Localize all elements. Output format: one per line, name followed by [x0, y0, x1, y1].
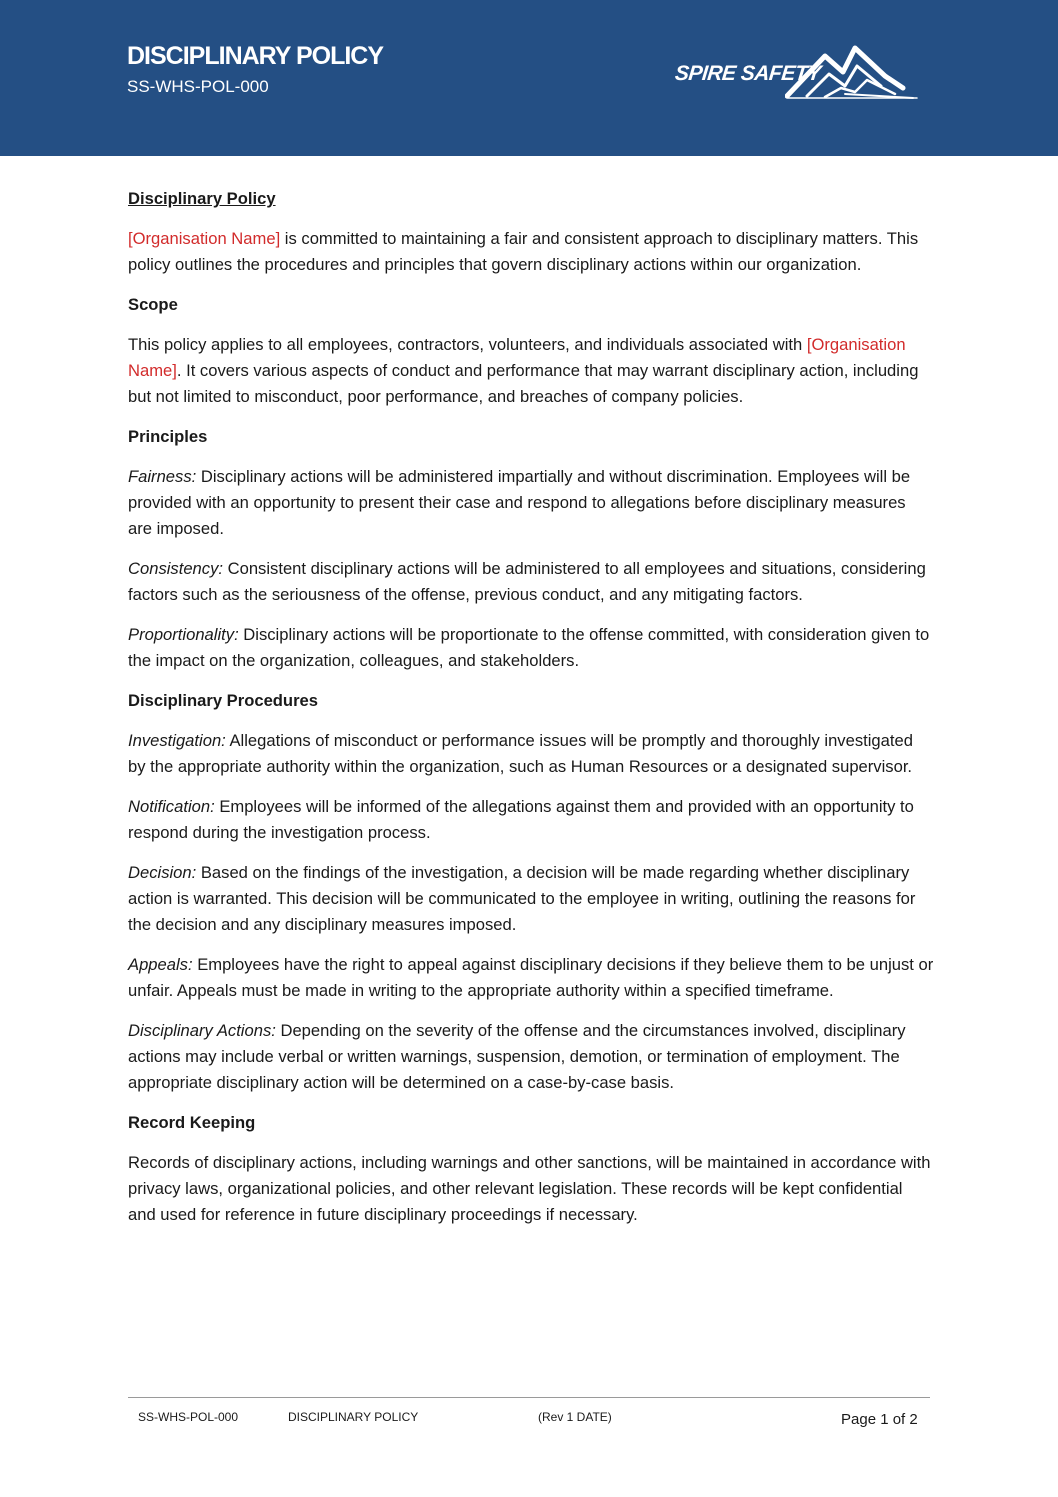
scope-text-after: . It covers various aspects of conduct and performance that may warrant disciplinary action, including but not limited to misconduct, poor performance, and breaches of company policies. [128, 361, 919, 406]
intro-paragraph [128, 226, 934, 278]
procedure-decision [128, 860, 934, 938]
procedure-term: Appeals: [128, 955, 193, 974]
footer-revision: (Rev 1 DATE) [538, 1410, 612, 1424]
intro-text: is committed to maintaining a fair and consistent approach to disciplinary matters. This policy outlines the procedures and principles that govern disciplinary actions within our organization. [128, 229, 919, 274]
procedures-heading: Disciplinary Procedures [128, 691, 318, 710]
procedure-investigation [128, 728, 934, 780]
scope-text-before: This policy applies to all employees, contractors, volunteers, and individuals associated with [128, 335, 807, 354]
organisation-placeholder: [Organisation Name] [128, 229, 281, 248]
organisation-placeholder: [Organisation Name] [128, 335, 906, 380]
page-header [0, 0, 1058, 156]
procedure-term: Disciplinary Actions: [128, 1021, 276, 1040]
procedure-notification [128, 794, 934, 846]
procedure-text: Allegations of misconduct or performance issues will be promptly and thoroughly investigated by the appropriate authority within the organization, such as Human Resources or a designated supervisor. [128, 731, 913, 776]
logo-text: SPIRE SAFETY [673, 62, 822, 85]
principle-text: Consistent disciplinary actions will be administered to all employees and situations, considering factors such as the seriousness of the offense, previous conduct, and any mitigating factors. [128, 559, 926, 604]
document-title: Disciplinary Policy [128, 189, 276, 208]
principle-proportionality [128, 622, 934, 674]
procedure-term: Investigation: [128, 731, 226, 750]
principles-heading: Principles [128, 427, 208, 446]
scope-paragraph [128, 332, 934, 410]
principle-term: Proportionality: [128, 625, 239, 644]
record-keeping-paragraph: Records of disciplinary actions, including warnings and other sanctions, will be maintained in accordance with privacy laws, organizational policies, and other relevant legislation. These records will be kept confidential and used for reference in future disciplinary proceedings if necessary. [128, 1153, 931, 1224]
footer-document-title: DISCIPLINARY POLICY [288, 1410, 419, 1424]
principle-fairness [128, 464, 934, 542]
procedure-text: Depending on the severity of the offense and the circumstances involved, disciplinary actions may include verbal or written warnings, suspension, demotion, or termination of employment. The appropriate disciplinary action will be determined on a case-by-case basis. [128, 1021, 906, 1092]
footer-divider [128, 1397, 930, 1398]
footer-page-number: Page 1 of 2 [841, 1411, 918, 1428]
procedure-appeals [128, 952, 934, 1004]
principle-consistency [128, 556, 934, 608]
company-logo [675, 44, 925, 104]
document-body [128, 186, 934, 1242]
procedure-term: Decision: [128, 863, 197, 882]
header-document-code: SS-WHS-POL-000 [127, 77, 269, 96]
procedure-term: Notification: [128, 797, 215, 816]
principle-term: Fairness: [128, 467, 197, 486]
footer-document-code: SS-WHS-POL-000 [138, 1410, 239, 1424]
procedure-disciplinary-actions [128, 1018, 934, 1096]
procedure-text: Employees have the right to appeal against disciplinary decisions if they believe them to be unjust or unfair. Appeals must be made in writing to the appropriate authority within a specified timeframe. [128, 955, 934, 1000]
principle-term: Consistency: [128, 559, 223, 578]
mountain-logo-icon [785, 44, 920, 102]
header-title: DISCIPLINARY POLICY [127, 42, 384, 70]
procedure-text: Based on the findings of the investigation, a decision will be made regarding whether disciplinary action is warranted. This decision will be communicated to the employee in writing, outlining the reasons for the decision and any disciplinary measures imposed. [128, 863, 916, 934]
principle-text: Disciplinary actions will be administered impartially and without discrimination. Employees will be provided with an opportunity to present their case and respond to allegations before disciplinary measures are imposed. [128, 467, 911, 538]
principle-text: Disciplinary actions will be proportionate to the offense committed, with consideration given to the impact on the organization, colleagues, and stakeholders. [128, 625, 930, 670]
procedure-text: Employees will be informed of the allegations against them and provided with an opportunity to respond during the investigation process. [128, 797, 914, 842]
scope-heading: Scope [128, 295, 178, 314]
record-keeping-heading: Record Keeping [128, 1113, 256, 1132]
